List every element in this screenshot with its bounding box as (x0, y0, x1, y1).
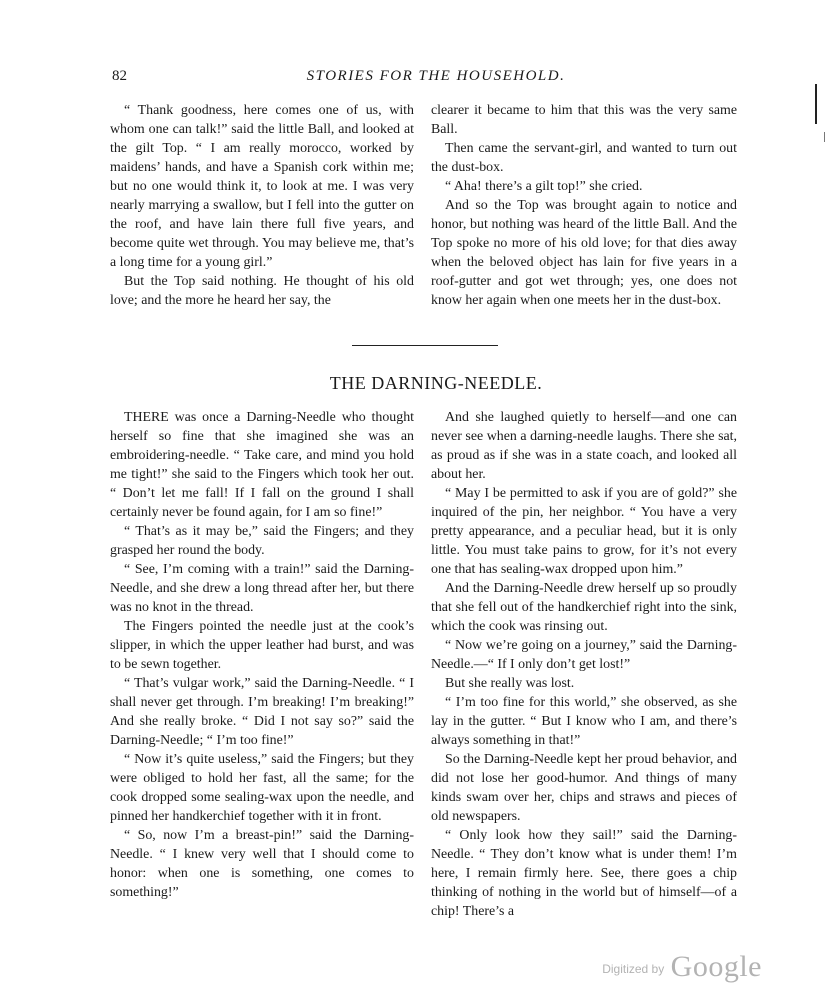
watermark-logo: Google (670, 950, 762, 983)
paragraph: “ Now it’s quite useless,” said the Fingers; but they were obliged to hold her fast, all the same; for the cook dropped some sealing-wax upon the needle, and pinned her handkerchief together with it in front. (110, 752, 414, 824)
margin-mark (824, 132, 825, 142)
watermark-prefix: Digitized by (602, 962, 665, 976)
digitization-watermark (602, 950, 762, 984)
paragraph: And the Darning-Needle drew herself up so proudly that she fell out of the handkerchief right into the sink, which the cook was rinsing out. (431, 581, 737, 634)
page-number: 82 (112, 68, 127, 84)
paragraph: clearer it became to him that this was the very same Ball. (431, 103, 737, 137)
bottom-right-column (431, 408, 737, 921)
paragraph: “ Aha! there’s a gilt top!” she cried. (445, 179, 643, 194)
paragraph: The Fingers pointed the needle just at the cook’s slipper, in which the upper leather had burst, and was to be sewn together. (110, 619, 414, 672)
bottom-left-column (110, 408, 414, 902)
story-title: THE DARNING-NEEDLE. (329, 373, 543, 393)
top-left-column (110, 101, 414, 310)
paragraph: “ That’s as it may be,” said the Fingers; and they grasped her round the body. (110, 524, 414, 558)
paragraph: “ May I be permitted to ask if you are of gold?” she inquired of the pin, her neighbor. “ You have a very pretty appearance, and a peculiar head, but it is only little. You must take pains to grow, for it’s not every one that has sealing-wax dropped upon him.” (431, 486, 737, 577)
paragraph: THERE was once a Darning-Needle who thought herself so fine that she imagined she was an embroidering-needle. “ Take care, and mind you hold me tight!” she said to the Fingers which took her out. “ Don’t let me fall! If I fall on the ground I shall certainly never be found again, for I am so fine!” (110, 410, 414, 520)
paragraph: But the Top said nothing. He thought of his old love; and the more he heard her say, the (110, 274, 414, 308)
paragraph: And so the Top was brought again to notice and honor, but nothing was heard of the little Ball. And the Top spoke no more of his old love; for that dies away when the beloved object has lain for five years in a roof-gutter and got wet through; yes, one does not know her again when one meets her in the dust-box. (431, 198, 737, 308)
paragraph: “ Now we’re going on a journey,” said the Darning-Needle.—“ If I only don’t get lost!” (431, 638, 737, 672)
paragraph: “ So, now I’m a breast-pin!” said the Darning-Needle. “ I knew very well that I should come to honor: when one is something, one comes to something!” (110, 828, 414, 900)
margin-mark (815, 84, 817, 124)
section-divider (352, 345, 498, 346)
paragraph: Then came the servant-girl, and wanted to turn out the dust-box. (431, 141, 737, 175)
paragraph: “ Thank goodness, here comes one of us, with whom one can talk!” said the little Ball, and looked at the gilt Top. “ I am really morocco, worked by maidens’ hands, and have a Spanish cork within me; but no one would think it, to look at me. I was very nearly marrying a swallow, but I fell into the gutter on the roof, and have lain there full five years, and become quite wet through. You may believe me, that’s a long time for a young girl.” (110, 103, 414, 270)
paragraph: “ See, I’m coming with a train!” said the Darning-Needle, and she drew a long thread after her, but there was no knot in the thread. (110, 562, 414, 615)
page-header (0, 68, 832, 90)
paragraph: And she laughed quietly to herself—and one can never see when a darning-needle laughs. There she sat, as proud as if she was in a state coach, and looked all about her. (431, 410, 737, 482)
paragraph: But she really was lost. (445, 676, 575, 691)
top-right-column (431, 101, 737, 310)
paragraph: So the Darning-Needle kept her proud behavior, and did not lose her good-humor. And things of many kinds swam over her, chips and straws and pieces of old newspapers. (431, 752, 737, 824)
paragraph: “ Only look how they sail!” said the Darning-Needle. “ They don’t know what is under them! I’m here, I remain firmly here. See, there goes a chip thinking of nothing in the world but of himself—of a chip! There’s a (431, 828, 737, 919)
paragraph: “ That’s vulgar work,” said the Darning-Needle. “ I shall never get through. I’m breaking! I’m breaking!” And she really broke. “ Did I not say so?” said the Darning-Needle; “ I’m too fine!” (110, 676, 414, 748)
running-title: STORIES FOR THE HOUSEHOLD. (306, 68, 566, 84)
paragraph: “ I’m too fine for this world,” she observed, as she lay in the gutter. “ But I know who I am, and there’s always something in that!” (431, 695, 737, 748)
